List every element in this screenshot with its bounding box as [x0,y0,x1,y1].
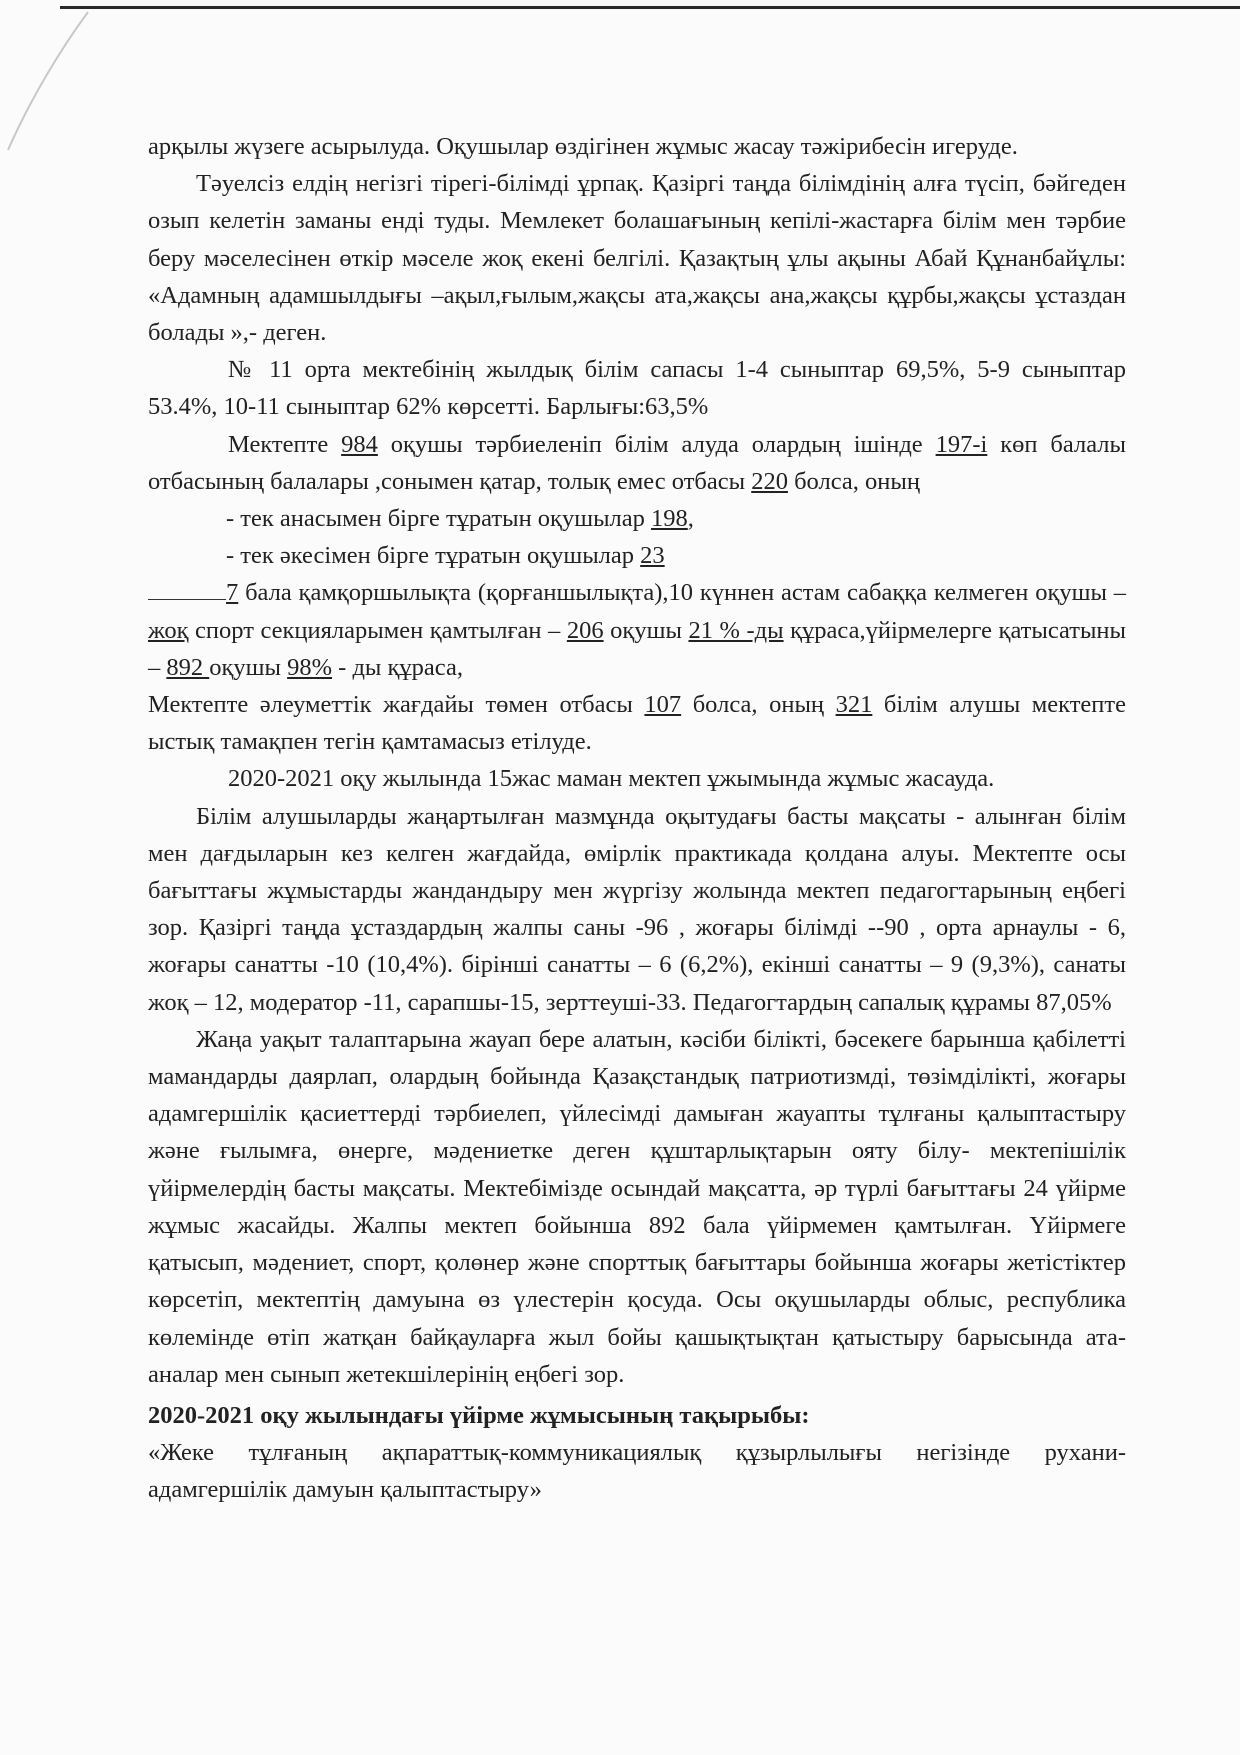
document-page [148,128,1126,1509]
blank-line [148,579,226,600]
paragraph-social: Мектепте әлеуметтік жағдайы төмен отбасы 107 болса, оның 321 білім алушы мектепте ыстық тамақпен тегін қамтамасыз етілуде. [148,691,1127,756]
paragraph-young-teachers: 2020-2021 оқу жылында 15жас маман мектеп ұжымында жұмыс жасауда. [228,765,995,793]
paragraph-quality-stats: № 11 орта мектебінің жылдық білім сапасы 1-4 сыныптар 69,5%, 5-9 сыныптар 53.4%, 10-11 сыныптар 62% көрсетті. Барлығы:63,5% [148,356,1126,421]
underlined-value: 107 [644,691,682,719]
underlined-value: 198 [651,505,688,533]
underlined-value: 206 [566,616,604,644]
paragraph-theme: «Жеке тұлғаның ақпараттық-коммуникациялық құзырлылығы негізінде рухани- адамгершілік дамуын қалыптастыру» [148,1439,1126,1504]
paragraph-clubs: Жаңа уақыт талаптарына жауап бере алатын, кәсіби білікті, бәсекеге барынша қабілетті мамандарды даярлап, олардың бойында Қазақстандық патриотизмді, төзімділікті, жоғары адамгершілік қасиеттерді тәрбиелеп, үйлесімді дамыған жауапты тұлғаны қалыптастыру және ғылымға, өнерге, мәдениетке деген құштарлықтарын ояту білу- мектепішілік үйірмелердің басты мақсаты. Мектебімізде осындай мақсатта, әр түрлі бағыттағы 24 үйірме жұмыс жасайды. Жалпы мектеп бойынша 892 бала үйірмемен қамтылған. Үйірмеге қатысып, мәдениет, спорт, қолөнер және спорттық бағыттары бойынша жоғары жетістіктер көрсетіп, мектептің дамуына өз үлестерін қосуда. Осы оқушыларды облыс, республика көлемінде өтіп жатқан байқауларға жыл бойы қашықтықтан қатыстыру барысында ата-аналар мен сынып жетекшілерінің еңбегі зор. [148,1025,1126,1388]
paragraph-intro: арқылы жүзеге асырылуда. Оқушылар өздігінен жұмыс жасау тәжірибесін игеруде. [148,133,1018,160]
list-item-mothers: - тек анасымен бірге тұратын оқушылар 198, [226,505,694,533]
page-top-edge [60,6,1240,9]
underlined-value: 7 [226,579,239,607]
underlined-value: 197-і [935,430,988,458]
underlined-value: 220 [751,467,788,495]
underlined-value: 892 [166,653,210,681]
paragraph-guardianship: 7 бала қамқоршылықта (қорғаншылықта),10 күннен астам сабаққа келмеген оқушы – жоқ спорт секцияларымен қамтылған – 206 оқушы 21 % -ды құраса,үйірмелерге қатысатыны – 892 оқушы 98% - ды құраса, [148,579,1127,681]
underlined-value: 21 % -ды [688,616,784,644]
paragraph-student-count: Мектепте 984 оқушы тәрбиеленіп білім алуда олардың ішінде 197-і көп балалы отбасының балалары ,сонымен қатар, толық емес отбасы 220 болса, оның [148,430,1126,495]
underlined-value: жоқ [148,616,189,644]
underlined-value: 984 [341,430,378,458]
underlined-value: 321 [835,691,873,719]
paragraph-independence: Тәуелсіз елдің негізгі тірегі-білімді ұрпақ. Қазіргі таңда білімдінің алға түсіп, бәйгеден озып келетін заманы енді туды. Мемлекет болашағының кепілі-жастарға білім мен тәрбие беру мәселесінен өткір мәселе жоқ екені белгілі. Қазақтың ұлы ақыны Абай Құнанбайұлы: «Адамның адамшылдығы –ақыл,ғылым,жақсы ата,жақсы ана,жақсы құрбы,жақсы ұстаздан болады »,- деген. [148,170,1126,347]
underlined-value: 98% [287,653,333,681]
page-fold-mark [0,0,110,160]
list-item-fathers: - тек әкесімен бірге тұратын оқушылар 23 [226,542,665,570]
paragraph-teachers: Білім алушыларды жаңартылған мазмұнда оқытудағы басты мақсаты - алынған білім мен дағдыларын кез келген жағдайда, өмірлік практикада қолдана алуы. Мектепте осы бағыттағы жұмыстарды жандандыру мен жүргізу жолында мектеп педагогтарының еңбегі зор. Қазіргі таңда ұстаздардың жалпы саны -96 , жоғары білімді --90 , орта арнаулы - 6, жоғары санатты -10 (10,4%). бірінші санатты – 6 (6,2%), екінші санатты – 9 (9,3%), санаты жоқ – 12, модератор -11, сарапшы-15, зерттеуші-33. Педагогтардың сапалық құрамы 87,05% [148,802,1126,1016]
underlined-value: 23 [640,542,665,570]
section-heading: 2020-2021 оқу жылындағы үйірме жұмысының тақырыбы: [148,1401,810,1429]
